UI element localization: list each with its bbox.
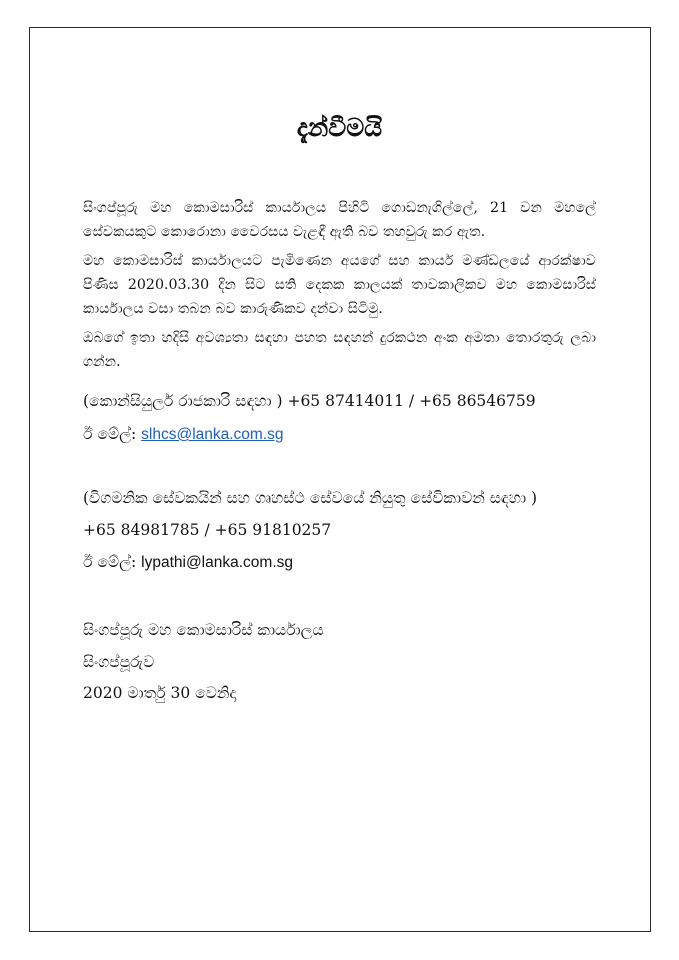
notice-paragraph-2: මහ කොමසාරිස් කාර්යාලයට පැමිණෙන අයගේ සහ කාර්ය මණ්ඩලයේ ආරක්ෂාව පිණිස 2020.03.30 දින සිට සති දෙකක කාලයක් තාවකාලිකව මහ කොමසාරිස් කාර්යාලය වසා තබන බව කාරුණිකව දන්වා සිටිමු.	[83, 253, 596, 317]
notice-paragraph-3: ඔබගේ ඉතා හදිසි අවශ්‍යතා සඳහා පහත සඳහන් දුරකථන අංක අමතා තොරතුරු ලබා ගන්න.	[83, 330, 596, 370]
consular-contact-line: (කොන්සියුලර් රාජකාරි සඳහා ) +65 87414011 / +65 86546759	[83, 392, 536, 410]
consular-email-line	[83, 422, 284, 447]
consular-email-link[interactable]: slhcs@lanka.com.sg	[141, 426, 284, 443]
migrant-contact-label: (විගමනික සේවකයින් සහ ගෘහස්ථ සේවයේ නියුතු සේවිකාවන් සඳහා )	[83, 489, 538, 507]
notice-paragraph-1: සිංගප්පූරු මහ කොමසාරිස් කාර්යාලය පිහිටි ගොඩනැගිල්ලේ, 21 වන මහලේ සේවකයකුට කොරොනා වෛරසය වැළඳී ඇති බව තහවුරු කර ඇත.	[83, 200, 596, 240]
migrant-email-line	[83, 550, 293, 575]
signature-office: සිංගප්පූරු මහ කොමසාරිස් කාර්යාලය	[83, 621, 324, 639]
signature-country: සිංගප්පූරුව	[83, 653, 155, 671]
page-border	[29, 27, 651, 932]
signature-date: 2020 මාර්තු 30 වෙනිදා	[83, 684, 237, 702]
migrant-phone-numbers: +65 84981785 / +65 91810257	[83, 521, 332, 539]
migrant-email-prefix: ඊ මේල්:	[83, 553, 142, 571]
notice-title: දැන්වීමයි	[296, 113, 383, 142]
migrant-email-address: lypathi@lanka.com.sg	[141, 554, 293, 571]
consular-email-prefix: ඊ මේල්:	[83, 425, 142, 443]
